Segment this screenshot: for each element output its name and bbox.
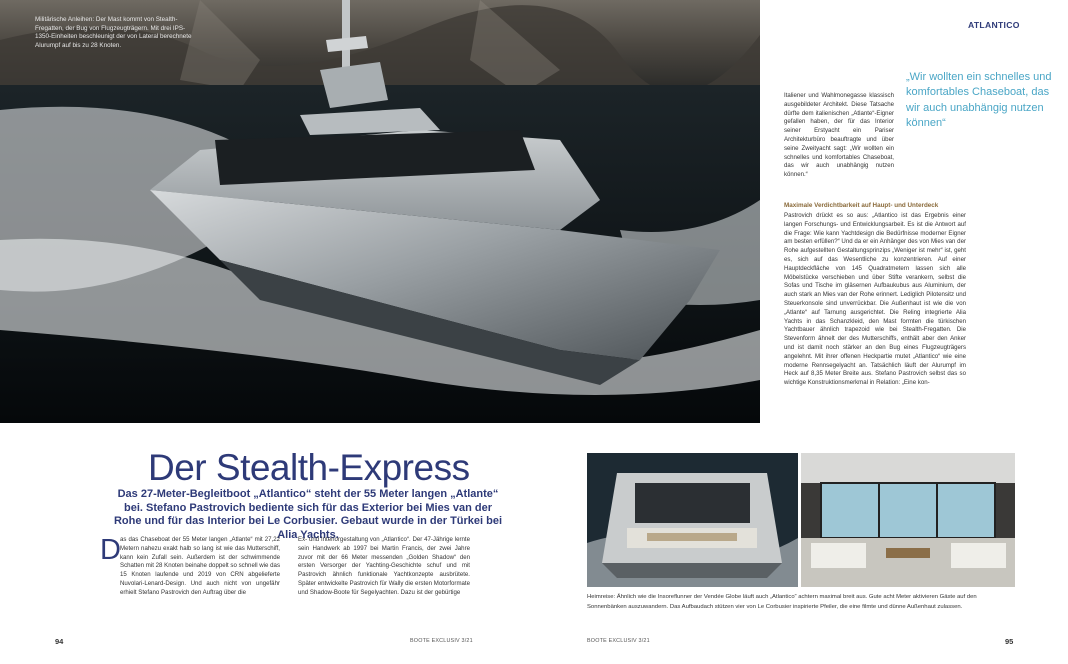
section-subhead: Maximale Verdichtbarkeit auf Haupt- und Unterdeck	[784, 202, 939, 209]
yacht-illustration	[0, 0, 760, 423]
body-column-2: Ex- und Interiorgestaltung von „Atlantico“. Der 47-Jährige lernte sein Handwerk ab 1997 bei Martin Francis, der zwei Jahre zuvor mit der 66 Meter messenden „Golden Shadow“ den ersten Versorger der Yachting-Geschichte schuf und mit Pastrovich ähnlich funktionale Yachtkonzepte ausbrütete. Später entwickelte Pastrovich für Wally die ersten Motorformate und Shadow-Boote für Segelyachten. Dazu ist der gebürtige	[298, 536, 470, 596]
pull-quote: „Wir wollten ein schnelles und komfortables Chaseboat, das wir auch unabhängig nutzen können“	[906, 71, 1052, 130]
article-deck: Das 27-Meter-Begleitboot „Atlantico“ steht der 55 Meter langen „Atlante“ bei. Stefano Pastrovich bediente sich für das Exterior bei Mies van der Rohe und für das Interior bei Le Corbusier. Gebaut wurde in der Türkei bei Alia Yachts.	[113, 488, 503, 541]
magazine-footer-right: BOOTE EXCLUSIV 3/21	[587, 638, 650, 644]
body-column-3: Italiener und Wahlmonegasse klassisch ausgebildeter Architekt. Diese Tatsache dürfte dem italienischen „Atlante“-Eigner gefallen haben, der für das Interior seiner Erstyacht ein Pariser Architekturbüro beauftragte und über seine Zweityacht sagt: „Wir wollten ein schnelles und komfortables Chaseboat, das wir auch unabhängig nutzen können.“	[784, 92, 894, 179]
magazine-footer-left: BOOTE EXCLUSIV 3/21	[410, 638, 473, 644]
aft-deck-photo	[587, 453, 798, 587]
hero-photo	[0, 0, 760, 423]
hero-caption: Militärische Anleihen: Der Mast kommt von Stealth-Fregatten, der Bug von Flugzeugträgern. Mit drei IPS-1350-Einheiten beschleunigt der von Lateral berechnete Alurumpf auf bis zu 28 Knoten.	[35, 16, 192, 49]
page-number-left: 94	[55, 637, 64, 646]
salon-interior-illustration	[801, 453, 1015, 587]
article-headline: Der Stealth-Express	[148, 447, 470, 488]
aft-deck-illustration	[587, 453, 798, 587]
salon-interior-photo	[801, 453, 1015, 587]
drop-cap: D	[100, 534, 121, 566]
page-number-right: 95	[1005, 637, 1014, 646]
photo-caption: Heimreise: Ähnlich wie die Insoreflunner der Vendée Globe läuft auch „Atlantico“ achtern maximal breit aus. Gute acht Meter aktivieren Gäste auf den Sonnenbänken auszuwandern. Das Aufbaudach stützen vier von Le Corbusier inspirierte Pfeiler, die eine filmte und dünne Außenhaut zulassen.	[587, 594, 977, 610]
body-column-4: Pastrovich drückt es so aus: „Atlantico ist das Ergebnis einer langen Forschungs- und Entwicklungsarbeit. Es ist die Antwort auf die Frage: Wie kann Yachtdesign die Bedürfnisse moderner Eigner am besten erfüllen?“ Und da er ein Anhänger des von Mies van der Rohe aufgestellten Gestaltungsprinzips „Weniger ist mehr“ ist, geht es, sich auf das Wesentliche zu konzentrieren. Auf einer Hauptdeckfläche von 145 Quadratmetern lassen sich alle Möbelstücke verschieben und über Stifte verankern, selbst die Sofas und Tische im gläsernen Aufbaukubus aus Aluminium, der auch stark an Mies van der Rohe erinnert. Lediglich Pilotensitz und Steuerkonsole sind unverrückbar. Die Außenhaut ist wie die von „Atlante“ auf Tarnung ausgerichtet. Die Reling integrierte Alia Yachts in das Schanzkleid, den Mast formten die türkischen Yachtbauer ähnlich trapezoid wie bei Stealth-Fregatten. Die Stevenform ähnelt der des Mutterschiffs, enthält aber den Anker und ist damit noch stärker an den Bug eines Flugzeugträgers angelehnt. Mit ihrer offenen Heckpartie mutet „Atlantico“ wie eine moderne Rennsegelyacht an. Tatsächlich läuft der Alurumpf im Heck auf 8,35 Meter Breite aus. Stefano Pastrovich selbst das so wichtige Konstruktionsmerkmal in Relation: „Eine kon-	[784, 212, 966, 387]
body-text-1: as das Chaseboat der 55 Meter langen „Atlante“ mit 27,22 Metern nahezu exakt halb so lang ist wie das Mutterschiff, kann kein Zufall sein. Außerdem ist der schwimmende Schatten mit 28 Knoten beinahe doppelt so schnell wie das 15 Knoten laufende und 2019 von CRN abgelieferte Nuvolari-Lenard-Design. Und auch nicht von ungefähr erhielt Stefano Pastrovich den Auftrag über die	[120, 536, 280, 596]
section-label: ATLANTICO	[968, 20, 1020, 30]
body-column-1	[100, 536, 280, 598]
